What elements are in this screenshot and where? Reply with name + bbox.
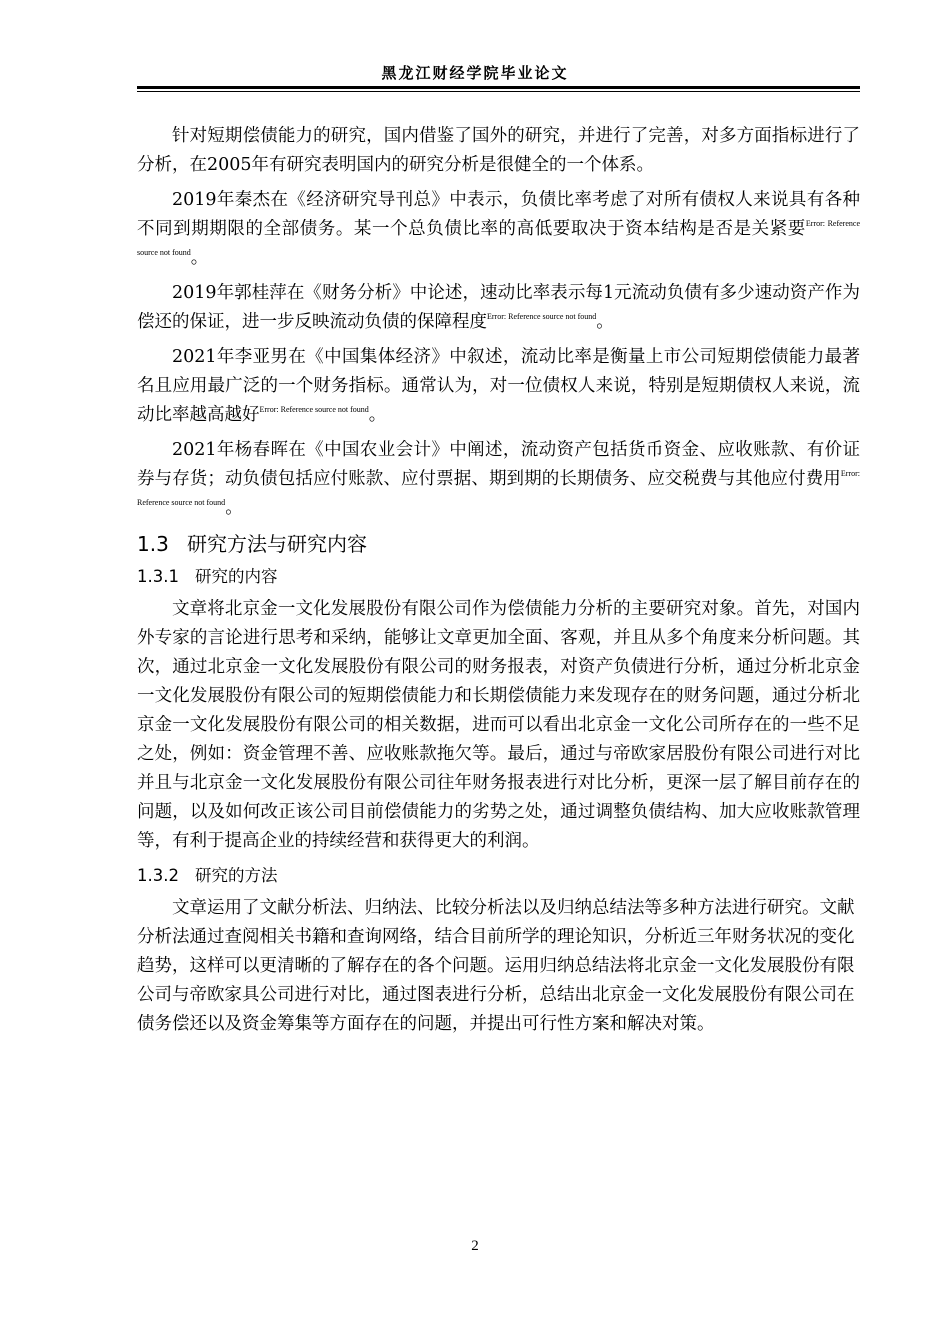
paragraph-5 (137, 436, 860, 523)
paragraph-6-text: 文章将北京金一文化发展股份有限公司作为偿债能力分析的主要研究对象。首先，对国内外专家的言论进行思考和采纳，能够让文章更加全面、客观，并且从多个角度来分析问题。其次，通过北京金一文化发展股份有限公司的财务报表，对资产负债进行分析，通过分析北京金一文化发展股份有限公司的短期偿债能力和长期偿债能力来发现存在的财务问题，通过分析北京金一文化发展股份有限公司的相关数据，进而可以看出北京金一文化公司所存在的一些不足之处，例如：资金管理不善、应收账款拖欠等。最后，通过与帝欧家居股份有限公司进行对比并且与北京金一文化发展股份有限公司往年财务报表进行对比分析，更深一层了解目前存在的问题，以及如何改正该公司目前偿债能力的劣势之处，通过调整负债结构、加大应收账款管理等，有利于提高企业的持续经营和获得更大的利润。 (137, 599, 860, 851)
reference-error-4: Error: Reference source not found (137, 469, 860, 507)
subsection-heading-1-3-1 (137, 563, 860, 591)
section-number: 1.3 (137, 532, 169, 556)
paragraph-2 (137, 186, 860, 273)
reference-error-1: Error: Reference source not found (137, 219, 860, 257)
paragraph-2-text: 2019年秦杰在《经济研究导刊总》中表示，负债比率考虑了对所有债权人来说具有各种不同到期期限的全部债务。某一个总负债比率的高低要取决于资本结构是否是关紧要 (137, 190, 860, 239)
paragraph-4-end: 。 (368, 405, 387, 425)
header-rule-thick (137, 86, 860, 89)
subsection-title: 研究的方法 (195, 866, 278, 885)
paragraph-4-text: 2021年李亚男在《中国集体经济》中叙述，流动比率是衡量上市公司短期偿债能力最著名且应用最广泛的一个财务指标。通常认为，对一位债权人来说，特别是短期债权人来说，流动比率越高越好 (137, 347, 860, 425)
subsection-number: 1.3.1 (137, 567, 179, 586)
paragraph-1-text: 针对短期偿债能力的研究，国内借鉴了国外的研究，并进行了完善，对多方面指标进行了分析，在2005年有研究表明国内的研究分析是很健全的一个体系。 (137, 126, 860, 175)
subsection-number: 1.3.2 (137, 866, 179, 885)
section-heading-1-3 (137, 529, 860, 559)
header-rule-thin (137, 91, 860, 92)
paragraph-6 (137, 595, 860, 856)
paragraph-7-text: 文章运用了文献分析法、归纳法、比较分析法以及归纳总结法等多种方法进行研究。文献分析法通过查阅相关书籍和查询网络，结合目前所学的理论知识，分析近三年财务状况的变化趋势，这样可以更清晰的了解存在的各个问题。运用归纳总结法将北京金一文化发展股份有限公司与帝欧家具公司进行对比，通过图表进行分析，总结出北京金一文化发展股份有限公司在债务偿还以及资金筹集等方面存在的问题，并提出可行性方案和解决对策。 (137, 898, 855, 1034)
page-number: 2 (471, 1238, 479, 1254)
section-title: 研究方法与研究内容 (187, 532, 367, 556)
paragraph-2-end: 。 (190, 248, 209, 268)
paragraph-5-text: 2021年杨春晖在《中国农业会计》中阐述，流动资产包括货币资金、应收账款、有价证券与存货；动负债包括应付账款、应付票据、期到期的长期债务、应交税费与其他应付费用 (137, 440, 860, 489)
paragraph-5-end: 。 (225, 498, 243, 518)
body-content (137, 122, 860, 1045)
reference-error-3: Error: Reference source not found (259, 405, 369, 414)
paragraph-1 (137, 122, 860, 180)
paragraph-4 (137, 343, 860, 430)
subsection-title: 研究的内容 (195, 567, 278, 586)
subsection-heading-1-3-2 (137, 862, 860, 890)
paragraph-7 (137, 894, 860, 1039)
paragraph-3-text: 2019年郭桂萍在《财务分析》中论述，速动比率表示每1元流动负债有多少速动资产作为偿还的保证，进一步反映流动负债的保障程度 (137, 283, 860, 332)
reference-error-2: Error: Reference source not found (487, 312, 597, 321)
paragraph-3-end: 。 (596, 312, 614, 332)
running-header-title: 黑龙江财经学院毕业论文 (381, 64, 569, 82)
paragraph-3 (137, 279, 860, 337)
